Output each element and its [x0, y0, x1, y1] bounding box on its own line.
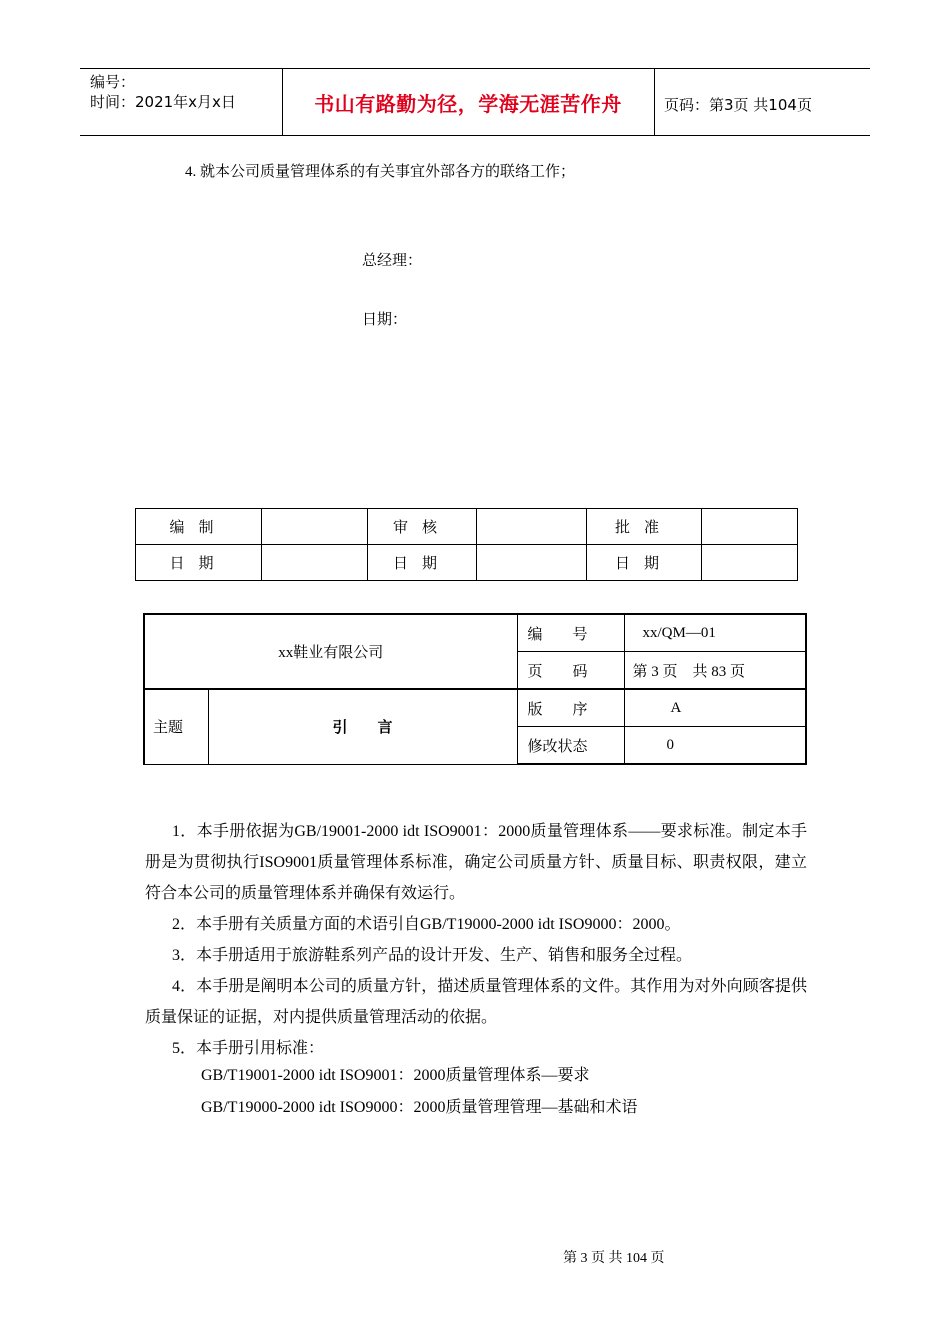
- paragraph-2: 2．本手册有关质量方面的术语引自GB/T19000-2000 idt ISO9000：2000。: [172, 916, 681, 933]
- signoff-date-label-2: 日期: [368, 545, 477, 581]
- body-text: [145, 816, 807, 1064]
- document-control-table: [143, 613, 807, 765]
- standard-reference-1: GB/T19001-2000 idt ISO9001：2000质量管理体系—要求: [201, 1067, 590, 1084]
- company-name-text: xx鞋业有限公司: [278, 645, 384, 661]
- signoff-compile-value[interactable]: [262, 509, 368, 545]
- subject-label: 主题: [144, 689, 208, 764]
- signoff-date-label-1: 日期: [136, 545, 262, 581]
- header-motto: 书山有路勤为径，学海无涯苦作舟: [314, 91, 622, 116]
- header-page-info: 页码：第3页 共104页: [664, 96, 812, 114]
- version-value: A: [624, 689, 806, 727]
- page-label: 页 码: [517, 652, 624, 690]
- subject-value: 引 言: [208, 689, 517, 764]
- signoff-review-value[interactable]: [477, 509, 587, 545]
- standard-reference-2: GB/T19000-2000 idt ISO9000：2000质量管理管理—基础和术语: [201, 1099, 638, 1116]
- paragraph-1: 1．本手册依据为GB/19001-2000 idt ISO9001：2000质量管理体系——要求标准。制定本手册是为贯彻执行ISO9001质量管理体系标准，确定公司质量方针、质量目标、职责权限，建立符合本公司的质量管理体系并确保有效运行。: [145, 823, 807, 902]
- header-time-label: 时间：2021年x月x日: [90, 93, 236, 111]
- revision-value: 0: [624, 727, 806, 765]
- paragraph-5: 5．本手册引用标准：: [172, 1040, 325, 1057]
- revision-label: 修改状态: [517, 727, 624, 765]
- version-label: 版 序: [517, 689, 624, 727]
- signoff-date-value-1[interactable]: [262, 545, 368, 581]
- signoff-date-value-3[interactable]: [702, 545, 798, 581]
- company-name: [144, 614, 517, 689]
- general-manager-label: 总经理：: [362, 253, 423, 269]
- signoff-date-value-2[interactable]: [477, 545, 587, 581]
- signoff-compile-label: 编制: [136, 509, 262, 545]
- signoff-approve-label: 批准: [587, 509, 702, 545]
- header-divider-right: [654, 68, 655, 136]
- signoff-review-label: 审核: [368, 509, 477, 545]
- signoff-table: [135, 508, 798, 581]
- paragraph-3: 3．本手册适用于旅游鞋系列产品的设计开发、生产、销售和服务全过程。: [172, 947, 693, 964]
- header-code-label: 编号：: [90, 73, 136, 91]
- code-label: 编 号: [517, 614, 624, 652]
- intro-item-4: 4. 就本公司质量管理体系的有关事宜外部各方的联络工作；: [185, 164, 576, 180]
- signoff-approve-value[interactable]: [702, 509, 798, 545]
- paragraph-4: 4．本手册是阐明本公司的质量方针，描述质量管理体系的文件。其作用为对外向顾客提供质量保证的证据，对内提供质量管理活动的依据。: [145, 978, 807, 1026]
- footer-page-number: 第 3 页 共 104 页: [563, 1251, 665, 1266]
- signoff-date-label-3: 日期: [587, 545, 702, 581]
- signoff-row-2: [136, 545, 798, 581]
- date-label: 日期：: [362, 312, 408, 328]
- signoff-row-1: [136, 509, 798, 545]
- code-value: xx/QM—01: [624, 614, 806, 652]
- page-value: 第 3 页 共 83 页: [624, 652, 806, 690]
